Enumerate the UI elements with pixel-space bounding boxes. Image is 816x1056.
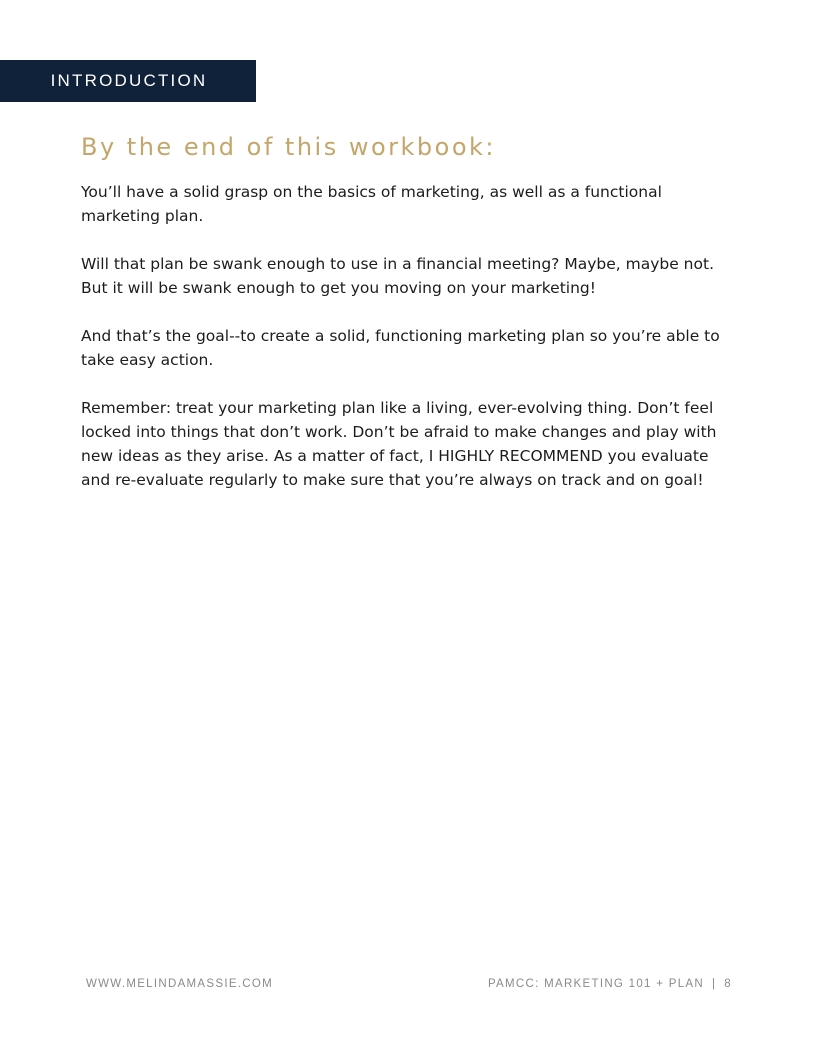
paragraph: You’ll have a solid grasp on the basics of marketing, as well as a functional marketing plan.: [81, 183, 662, 225]
paragraph: Will that plan be swank enough to use in a financial meeting? Maybe, maybe not. But it will be swank enough to get you moving on your marketing!: [81, 255, 714, 297]
footer-website: [86, 978, 273, 990]
section-banner-label: INTRODUCTION: [50, 71, 208, 90]
footer-separator: |: [712, 978, 717, 990]
paragraph: And that’s the goal--to create a solid, functioning marketing plan so you’re able to take easy action.: [81, 327, 720, 369]
footer-document-info: [488, 978, 732, 990]
page-heading: By the end of this workbook:: [81, 133, 496, 161]
footer-document-title: PAMCC: MARKETING 101 + PLAN: [487, 978, 704, 990]
footer-page-number: 8: [724, 978, 732, 990]
body-text: [81, 180, 731, 516]
footer-website-text: WWW.MELINDAMASSIE.COM: [86, 978, 274, 990]
paragraph: Remember: treat your marketing plan like a living, ever-evolving thing. Don’t feel locked into things that don’t work. Don’t be afraid to make changes and play with new ideas as they arise. As a matter of fact, I HIGHLY RECOMMEND you evaluate and re-evaluate regularly to make sure that you’re always on track and on goal!: [81, 399, 717, 489]
section-banner: [0, 60, 256, 102]
